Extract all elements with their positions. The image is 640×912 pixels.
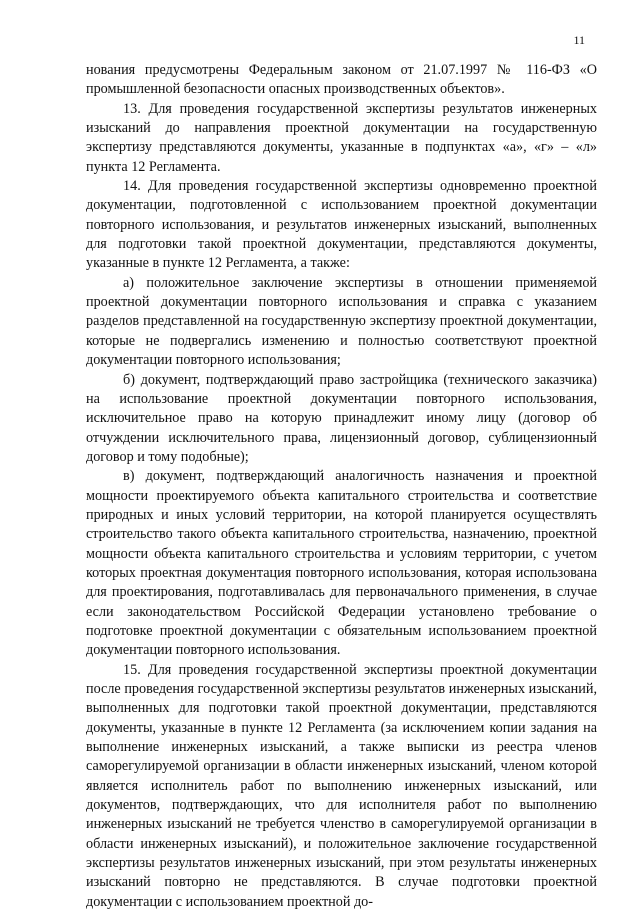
paragraph-14: 14. Для проведения государственной экспертизы одновременно проектной документации, подготовленной с использованием проектной документации повторного использования, и результатов инженерных изысканий, выполненных для подготовки такой проектной документации, представляются документы, указанные в пункте 12 Регламента, а также: <box>86 178 597 272</box>
paragraph-15: 15. Для проведения государственной экспертизы проектной документации после проведения государственной экспертизы результатов инженерных изысканий, выполненных для подготовки такой проектной документации, представляются документы, указанные в пункте 12 Регламента (за исключением копии задания на выполнение инженерных изысканий, а также выписки из реестра членов саморегулируемой организации в области инженерных изысканий, членом которой является исполнитель работ по выполнению инженерных изысканий, или документов, подтверждающих, что для исполнителя работ по выполнению инженерных изысканий не требуется членство в саморегулируемой организации в области инженерных изысканий), и положительное заключение государственной экспертизы результатов инженерных изысканий, при этом результаты инженерных изысканий повторно не представляются. В случае подготовки проектной документации с использованием проектной до- <box>86 661 597 910</box>
paragraph-14-b: б) документ, подтверждающий право застройщика (технического заказчика) на использование проектной документации повторного использования, исключительное право на которую принадлежит иному лицу (договор об отчуждении исключительного права, лицензионный договор, сублицензионный договор и тому подобные); <box>86 371 597 465</box>
paragraph-13: 13. Для проведения государственной экспертизы результатов инженерных изысканий до направления проектной документации на государственную экспертизу представляются документы, указанные в подпунктах «а», «г» – «л» пункта 12 Регламента. <box>86 100 597 175</box>
paragraph-14-v: в) документ, подтверждающий аналогичность назначения и проектной мощности проектируемого объекта капитального строительства и соответствие природных и иных условий территории, на которой планируется осуществлять строительство такого объекта капитального строительства, назначению, проектной мощности объекта капитального строительства и условиям территории, с учетом которых проектная документация повторного использования, которая использована для проектирования, подготавливалась для первоначального применения, в случае если законодательством Российской Федерации установлено требование о подготовке проектной документации с обязательным использованием проектной документации повторного использования. <box>86 468 597 659</box>
paragraph-14-a: а) положительное заключение экспертизы в отношении применяемой проектной документации повторного использования и справка с указанием разделов представленной на государственную экспертизу проектной документации, которые не подвергались изменению и полностью соответствуют проектной документации повторного использования; <box>86 274 597 369</box>
page-number: 11 <box>573 33 585 47</box>
paragraph-continuation: нования предусмотрены Федеральным законом от 21.07.1997 № 116-ФЗ «О промышленной безопасности опасных производственных объектов». <box>86 62 597 98</box>
document-body <box>86 61 597 912</box>
